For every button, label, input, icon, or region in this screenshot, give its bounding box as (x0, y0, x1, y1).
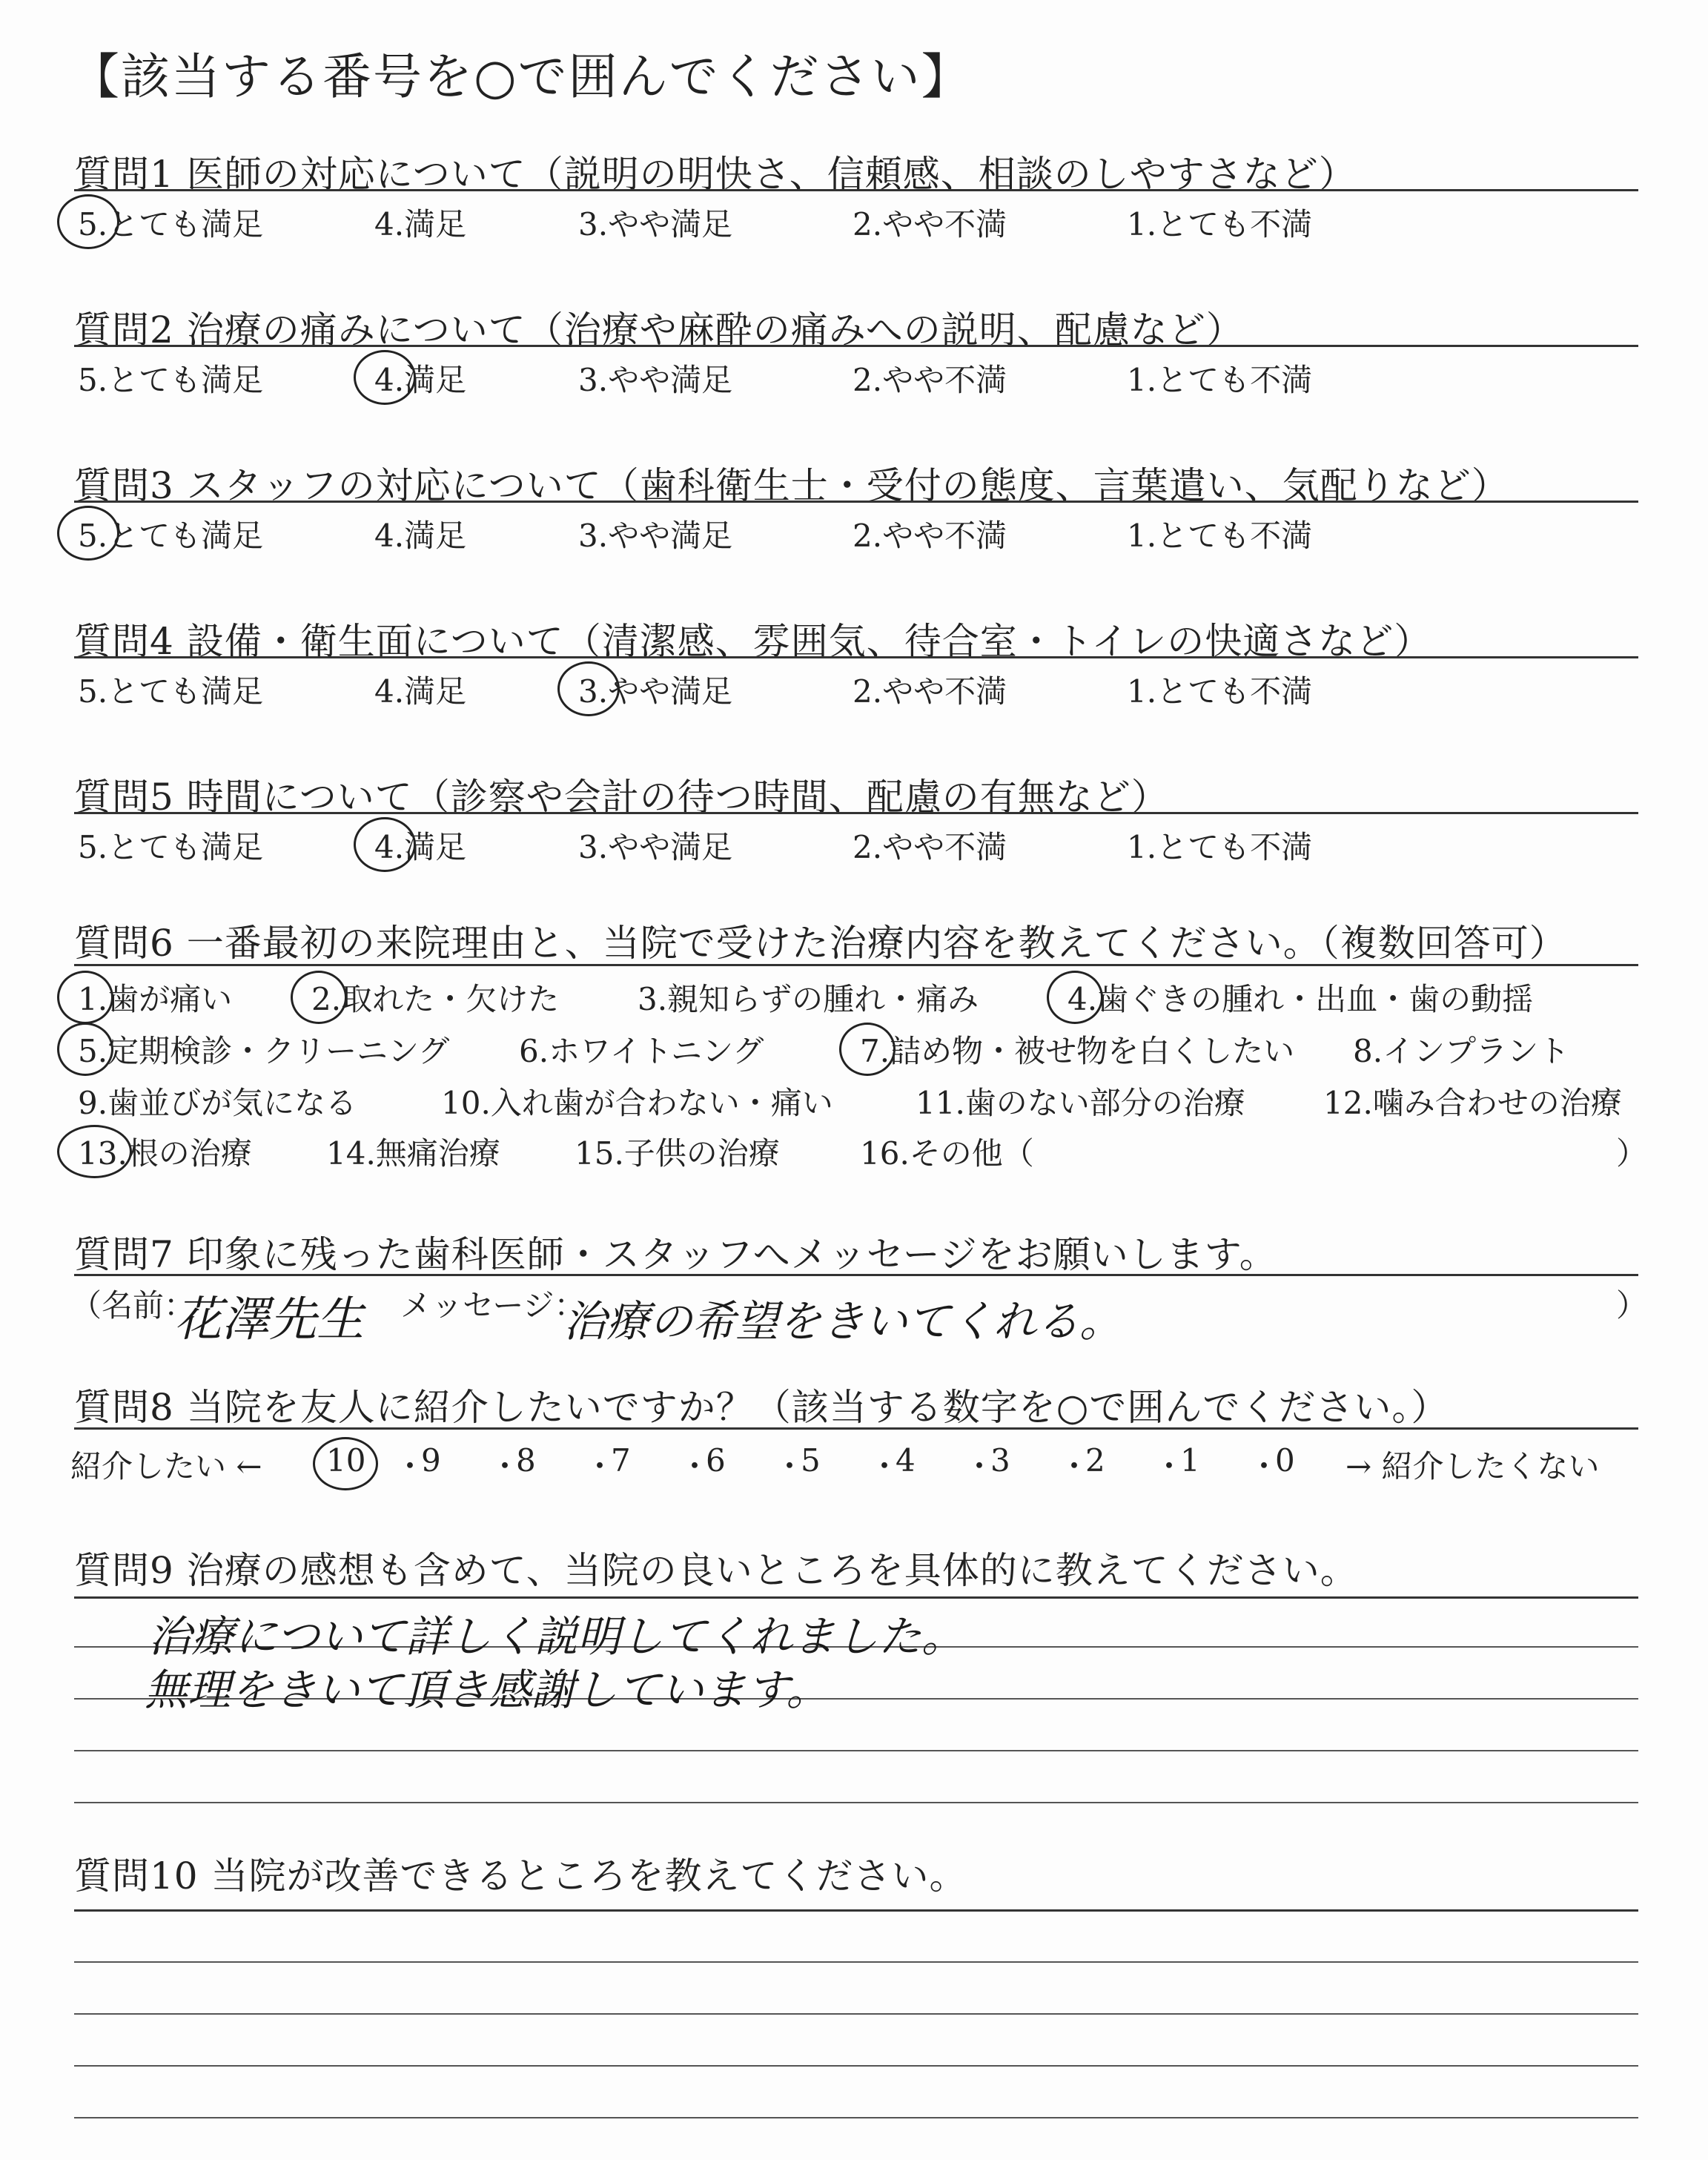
option-2[interactable]: 2.やや不満 (853, 518, 1007, 554)
recommend-left-label: 紹介したい ← (70, 1448, 262, 1484)
selected-circle (57, 971, 113, 1024)
selected-circle (313, 1437, 378, 1490)
question-2-title: 質問2 治療の痛みについて（治療や麻酔の痛みへの説明、配慮など） (74, 308, 1244, 351)
question-4-rule (74, 656, 1638, 658)
scale-separator: ・ (679, 1448, 711, 1484)
question-2-rule (74, 345, 1638, 347)
option-2[interactable]: 2.やや不満 (853, 206, 1007, 242)
reason-option[interactable]: 11.歯のない部分の治療 (916, 1085, 1245, 1121)
question-7-rule (74, 1274, 1638, 1276)
selected-circle (354, 350, 416, 405)
reason-option[interactable]: 7.詰め物・被せ物を白くしたい (860, 1033, 1295, 1069)
option-3[interactable]: 3.やや満足 (578, 206, 733, 242)
selected-circle (839, 1023, 896, 1076)
answer-line (74, 1961, 1638, 1963)
question-4-title: 質問4 設備・衛生面について（清潔感、雰囲気、待合室・トイレの快適さなど） (74, 620, 1432, 663)
answer-text[interactable]: 治療について詳しく説明してくれました。 (148, 1611, 964, 1662)
reason-option[interactable]: 13.根の治療 (78, 1135, 252, 1172)
reason-option[interactable]: 4.歯ぐきの腫れ・出血・歯の動揺 (1068, 981, 1534, 1017)
reason-option[interactable]: 8.インプラント (1353, 1033, 1570, 1069)
reason-option[interactable]: 9.歯並びが気になる (78, 1085, 357, 1121)
name-label: （名前： (70, 1287, 196, 1324)
scale-value[interactable]: 0 (1275, 1442, 1295, 1479)
selected-circle (57, 194, 119, 249)
answer-line (74, 2065, 1638, 2067)
reason-option[interactable]: 5.定期検診・クリーニング (78, 1033, 450, 1069)
question-7-title: 質問7 印象に残った歯科医師・スタッフへメッセージをお願いします。 (74, 1233, 1277, 1276)
scale-value[interactable]: 7 (611, 1442, 631, 1479)
option-3[interactable]: 3.やや満足 (578, 673, 733, 710)
option-4[interactable]: 4.満足 (374, 518, 467, 554)
option-5[interactable]: 5.とても満足 (78, 673, 264, 710)
scale-value[interactable]: 6 (706, 1442, 726, 1479)
option-2[interactable]: 2.やや不満 (853, 673, 1007, 710)
reason-option[interactable]: 15.子供の治療 (575, 1135, 780, 1172)
scale-value[interactable]: 1 (1180, 1442, 1200, 1479)
option-4[interactable]: 4.満足 (374, 206, 467, 242)
scale-value[interactable]: 2 (1085, 1442, 1105, 1479)
option-2[interactable]: 2.やや不満 (853, 362, 1007, 398)
answer-text[interactable]: 無理をきいて頂き感謝しています。 (145, 1665, 830, 1715)
selected-circle (1047, 971, 1103, 1024)
option-5[interactable]: 5.とても満足 (78, 518, 264, 554)
scale-value[interactable]: 10 (326, 1442, 366, 1479)
reason-option[interactable]: 16.その他（ (860, 1135, 1034, 1172)
other-close-paren: ） (1616, 1135, 1648, 1172)
scale-value[interactable]: 9 (421, 1442, 441, 1479)
option-4[interactable]: 4.満足 (374, 829, 467, 865)
option-2[interactable]: 2.やや不満 (853, 829, 1007, 865)
answer-line (74, 1750, 1638, 1751)
option-1[interactable]: 1.とても不満 (1127, 829, 1313, 865)
option-5[interactable]: 5.とても満足 (78, 362, 264, 398)
page-title: 【該当する番号を○で囲んでください】 (70, 48, 972, 105)
option-5[interactable]: 5.とても満足 (78, 206, 264, 242)
option-4[interactable]: 4.満足 (374, 673, 467, 710)
question-9-rule (74, 1596, 1638, 1599)
option-1[interactable]: 1.とても不満 (1127, 673, 1313, 710)
answer-line (74, 2117, 1638, 2118)
reason-option[interactable]: 2.取れた・欠けた (311, 981, 560, 1017)
option-3[interactable]: 3.やや満足 (578, 362, 733, 398)
scale-separator: ・ (1059, 1448, 1090, 1484)
scale-separator: ・ (964, 1448, 996, 1484)
scale-separator: ・ (1248, 1448, 1280, 1484)
reason-option[interactable]: 12.噛み合わせの治療 (1323, 1085, 1622, 1121)
question-3-rule (74, 501, 1638, 503)
option-1[interactable]: 1.とても不満 (1127, 518, 1313, 554)
question-8-title: 質問8 当院を友人に紹介したいですか？（該当する数字を○で囲んでください。） (74, 1386, 1449, 1429)
reason-option[interactable]: 1.歯が痛い (78, 981, 233, 1017)
reason-option[interactable]: 6.ホワイトニング (519, 1033, 764, 1069)
reason-option[interactable]: 14.無痛治療 (326, 1135, 500, 1172)
question-10-rule (74, 1909, 1638, 1912)
question-1-rule (74, 189, 1638, 191)
scale-separator: ・ (774, 1448, 806, 1484)
message-value[interactable]: 治療の希望をきいてくれる。 (563, 1296, 1123, 1347)
message-close-paren: ） (1616, 1287, 1648, 1324)
scale-separator: ・ (584, 1448, 616, 1484)
scale-separator: ・ (489, 1448, 521, 1484)
scale-separator: ・ (1153, 1448, 1185, 1484)
selected-circle (57, 506, 119, 561)
scale-value[interactable]: 5 (801, 1442, 821, 1479)
question-1-title: 質問1 医師の対応について（説明の明快さ、信頼感、相談のしやすさなど） (74, 153, 1357, 196)
scale-separator: ・ (394, 1448, 426, 1484)
question-6-title: 質問6 一番最初の来院理由と、当院で受けた治療内容を教えてください。（複数回答可） (74, 922, 1567, 965)
option-4[interactable]: 4.満足 (374, 362, 467, 398)
name-value[interactable]: 花澤先生 (174, 1292, 364, 1347)
option-3[interactable]: 3.やや満足 (578, 829, 733, 865)
recommend-right-label: → 紹介したくない (1345, 1448, 1600, 1484)
option-1[interactable]: 1.とても不満 (1127, 362, 1313, 398)
question-6-rule (74, 964, 1638, 966)
option-1[interactable]: 1.とても不満 (1127, 206, 1313, 242)
scale-separator: ・ (869, 1448, 901, 1484)
reason-option[interactable]: 3.親知らずの腫れ・痛み (638, 981, 979, 1017)
question-8-rule (74, 1427, 1638, 1430)
message-label: メッセージ： (400, 1287, 586, 1324)
question-5-title: 質問5 時間について（診察や会計の待つ時間、配慮の有無など） (74, 776, 1169, 819)
selected-circle (57, 1125, 132, 1178)
answer-line (74, 2013, 1638, 2015)
selected-circle (557, 661, 620, 716)
question-3-title: 質問3 スタッフの対応について（歯科衛生士・受付の態度、言葉遣い、気配りなど） (74, 464, 1509, 507)
question-10-title: 質問10 当院が改善できるところを教えてください。 (74, 1855, 967, 1898)
selected-circle (57, 1023, 113, 1076)
scale-value[interactable]: 4 (896, 1442, 916, 1479)
option-5[interactable]: 5.とても満足 (78, 829, 264, 865)
question-5-rule (74, 812, 1638, 814)
answer-line (74, 1802, 1638, 1803)
question-9-title: 質問9 治療の感想も含めて、当院の良いところを具体的に教えてください。 (74, 1549, 1358, 1592)
scale-value[interactable]: 8 (516, 1442, 536, 1479)
selected-circle (354, 817, 416, 872)
scale-value[interactable]: 3 (990, 1442, 1010, 1479)
reason-option[interactable]: 10.入れ歯が合わない・痛い (441, 1085, 833, 1121)
option-3[interactable]: 3.やや満足 (578, 518, 733, 554)
selected-circle (291, 971, 347, 1024)
